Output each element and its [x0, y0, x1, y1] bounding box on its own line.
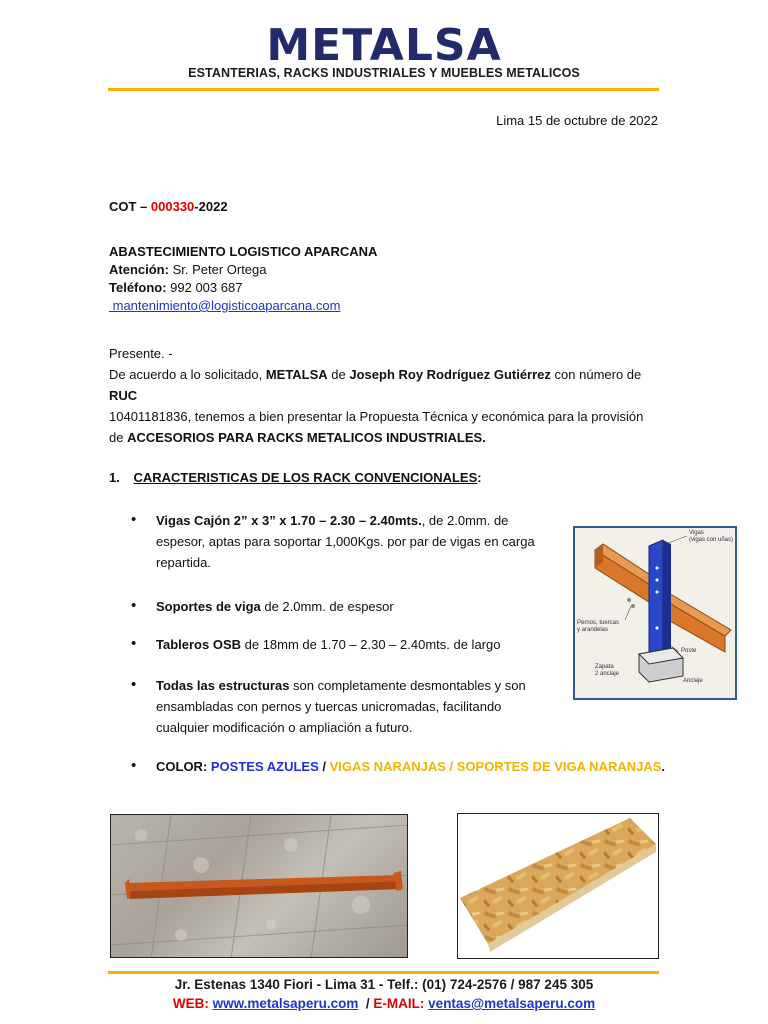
bullet-vigas-rest: , de 2.0mm. de [421, 513, 509, 528]
attention-value: Sr. Peter Ortega [168, 262, 267, 277]
intro-ruc-label: RUC [109, 388, 138, 403]
bullet-vigas-bold: Vigas Cajón 2” x 3” x 1.70 – 2.30 – 2.40mts. [156, 513, 422, 528]
bullet-soportes-rest: de 2.0mm. de espesor [260, 599, 394, 614]
client-email-link[interactable]: mantenimiento@logisticoaparcana.com [109, 298, 341, 313]
client-block [109, 243, 377, 315]
footer-web-link[interactable]: www.metalsaperu.com [212, 996, 359, 1011]
bullet-vigas-text [156, 510, 535, 573]
client-email-row [109, 297, 377, 315]
bullet-tableros-text [156, 634, 500, 655]
intro-paragraph [109, 343, 669, 448]
intro-text-a: De acuerdo a lo solicitado, [109, 367, 266, 382]
beam-photo [110, 814, 408, 958]
label-zapata-l2: 2 anclaje [595, 671, 620, 677]
greeting: Presente. - [109, 346, 173, 361]
quote-number [109, 198, 228, 216]
label-pernos [577, 620, 619, 634]
intro-brand: METALSA [265, 367, 328, 382]
date-line: Lima 15 de octubre de 2022 [496, 113, 658, 128]
footer-separator: / [358, 996, 374, 1011]
bullet-dot: • [131, 757, 137, 774]
label-pernos-l2: y arandelas [577, 627, 609, 633]
intro-owner-name: Joseph Roy Rodríguez Gutiérrez [349, 367, 551, 382]
footer-web-label: WEB: [172, 996, 213, 1011]
bullet-estructuras-line-1 [156, 675, 526, 696]
footer-email-label: E-MAIL: [373, 996, 429, 1011]
beam-photo-svg [111, 815, 408, 958]
intro-text-b: de [327, 367, 350, 382]
label-anclaje: Anclaje [683, 678, 703, 684]
phone-label: Teléfono: [109, 280, 167, 295]
color-separator: / [318, 759, 330, 774]
bullet-dot: • [131, 597, 137, 614]
bullet-vigas-line-2: espesor, aptas para soportar 1,000Kgs. por par de vigas en carga [156, 534, 535, 549]
bullet-tableros-bold: Tableros OSB [156, 637, 242, 652]
footer-contact [0, 996, 768, 1011]
footer-email-link[interactable]: ventas@metalsaperu.com [428, 996, 596, 1011]
bullet-dot: • [131, 676, 137, 693]
intro-line3-bold: ACCESORIOS PARA RACKS METALICOS INDUSTRIALES. [127, 430, 486, 445]
bullet-estructuras-line-2: ensambladas con pernos y tuercas unicromadas, facilitando [156, 699, 502, 714]
section-title: CARACTERISTICAS DE LOS RACK CONVENCIONALES [133, 470, 478, 485]
label-pernos-l1: Pernos, tuercas [577, 620, 620, 626]
bullet-vigas-line-3: repartida. [156, 555, 211, 570]
color-vigas: VIGAS NARANJAS / SOPORTES DE VIGA NARANJAS [329, 759, 662, 774]
footer-divider [108, 971, 659, 974]
company-tagline: ESTANTERIAS, RACKS INDUSTRIALES Y MUEBLES METALICOS [188, 66, 580, 80]
bullet-tableros-rest: de 18mm de 1.70 – 2.30 – 2.40mts. de largo [241, 637, 501, 652]
section-1-heading [109, 469, 482, 487]
quote-prefix: COT – [109, 199, 151, 214]
color-label: COLOR: [156, 759, 211, 774]
label-zapata-l1: Zapata [595, 664, 614, 670]
label-vigas-l1: Vigas [689, 530, 704, 536]
client-company: ABASTECIMIENTO LOGISTICO APARCANA [109, 244, 378, 259]
bullet-dot: • [131, 635, 137, 652]
quote-code: 000330 [150, 199, 195, 214]
intro-line3-pre: de [109, 430, 128, 445]
bullet-estructuras-text [156, 675, 526, 738]
bullet-color-text [156, 756, 665, 777]
attention-label: Atención: [109, 262, 169, 277]
bullet-dot: • [131, 511, 137, 528]
client-attention [109, 261, 377, 279]
header-divider [108, 88, 659, 91]
color-end: . [661, 759, 666, 774]
bullet-estructuras-line-3: cualquier modificación o ampliación a futuro. [156, 720, 413, 735]
color-postes: POSTES AZULES [210, 759, 319, 774]
label-zapata [595, 664, 619, 678]
label-vigas-l2: (vigas con uñas) [689, 537, 734, 543]
section-colon: : [477, 470, 482, 485]
bullet-estructuras-rest: son completamente desmontables y son [289, 678, 526, 693]
client-phone [109, 279, 377, 297]
bullet-soportes-bold: Soportes de viga [156, 599, 261, 614]
rack-diagram [573, 526, 737, 700]
intro-text-c: con número de [550, 367, 642, 382]
bullet-soportes-text [156, 596, 394, 617]
label-poste: Poste [681, 648, 697, 654]
osb-board-photo [457, 813, 659, 959]
bullet-estructuras-bold: Todas las estructuras [156, 678, 290, 693]
intro-line-1 [109, 364, 669, 406]
quote-year: -2022 [194, 199, 228, 214]
intro-line-2: 10401181836, tenemos a bien presentar la Propuesta Técnica y económica para la provisión [109, 409, 644, 424]
osb-board-svg [458, 814, 658, 958]
intro-line-3 [109, 427, 669, 448]
company-logo: METALSA [266, 20, 502, 71]
bullet-vigas-line-1 [156, 510, 530, 531]
label-vigas [689, 530, 733, 544]
footer-address: Jr. Estenas 1340 Fiori - Lima 31 - Telf.: (01) 724-2576 / 987 245 305 [174, 977, 594, 992]
section-number: 1. [109, 470, 120, 485]
phone-value: 992 003 687 [166, 280, 243, 295]
